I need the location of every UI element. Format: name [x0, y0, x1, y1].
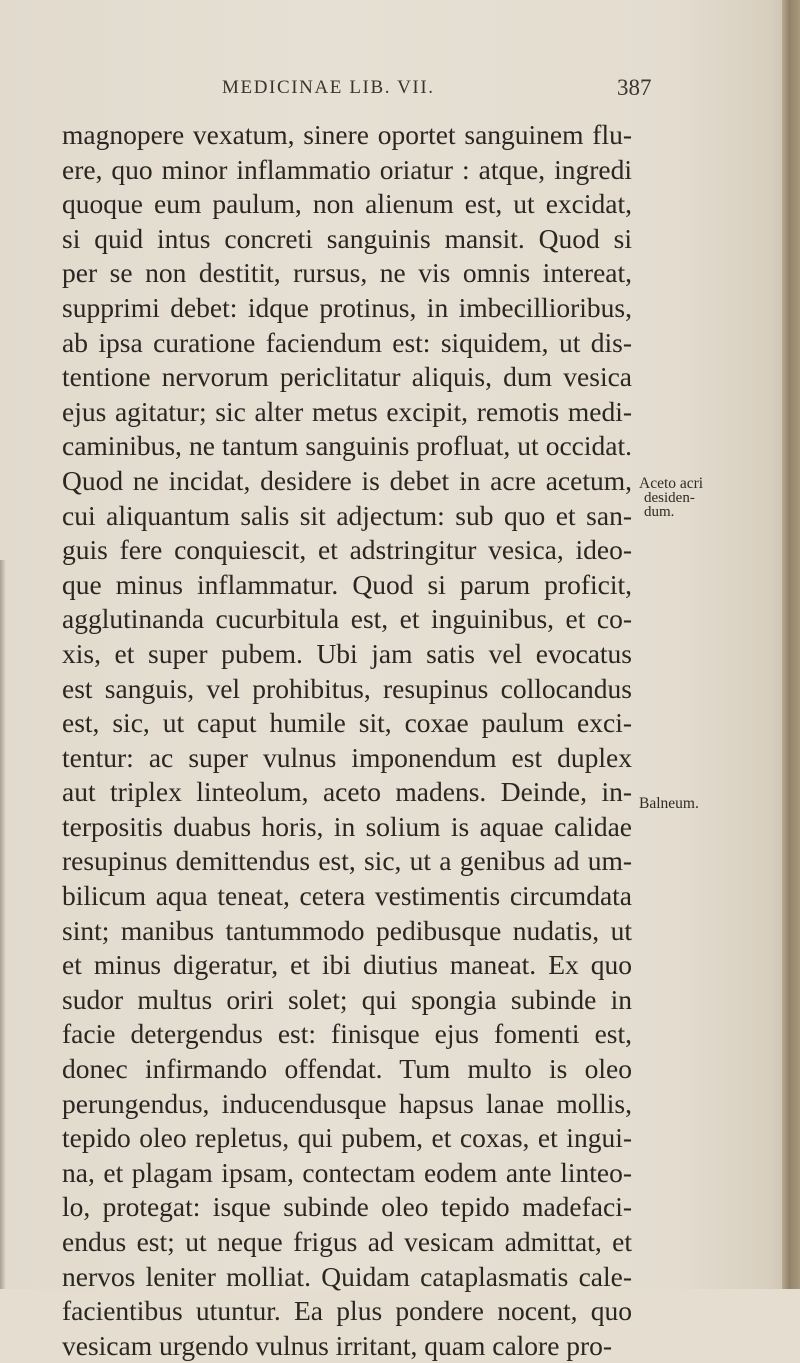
body-line: facie detergendus est: finisque ejus fomenti est, — [62, 1018, 632, 1050]
body-line: sudor multus oriri solet; qui spongia subinde in — [62, 983, 632, 1015]
body-line: magnopere vexatum, sinere oportet sanguinem flu- — [62, 119, 632, 150]
body-line: vesicam urgendo vulnus irritant, quam calore pro- — [62, 1329, 613, 1361]
body-line: facientibus utuntur. Ea plus pondere nocent, quo — [62, 1295, 632, 1327]
body-line: donec infirmando offendat. Tum multo is oleo — [62, 1053, 632, 1085]
body-line: tentur: ac super vulnus imponendum est duplex — [62, 741, 632, 773]
body-line: caminibus, ne tantum sanguinis profluat, ut occidat. — [62, 430, 632, 462]
running-title: MEDICINAE LIB. VII. — [222, 77, 435, 98]
body-line: est sanguis, vel prohibitus, resupinus collocandus — [62, 672, 632, 704]
body-line: tepido oleo repletus, qui pubem, et coxas, et ingui- — [62, 1122, 632, 1154]
body-line: cui aliquantum salis sit adjectum: sub quo et san- — [62, 499, 632, 531]
text-body — [62, 118, 632, 1363]
body-line: nervos leniter molliat. Quidam cataplasmatis cale- — [62, 1260, 632, 1292]
margin-note-balneum: Balneum. — [639, 795, 699, 812]
body-line: si quid intus concreti sanguinis mansit. Quod si — [62, 222, 632, 254]
page-number: 387 — [617, 75, 652, 100]
body-line: agglutinanda cucurbitula est, et inguinibus, et co- — [62, 603, 632, 635]
body-line: terpositis duabus horis, in solium is aquae calidae — [62, 810, 632, 842]
margin-note-aceto-dum: dum. — [644, 504, 675, 520]
body-line: ere, quo minor inflammatio oriatur : atque, ingredi — [62, 153, 632, 185]
body-line: resupinus demittendus est, sic, ut a genibus ad um- — [62, 845, 632, 877]
running-head — [0, 77, 800, 107]
body-line: tentione nervorum periclitatur aliquis, dum vesica — [62, 361, 632, 393]
page-gutter-edge — [782, 0, 800, 1289]
body-line: na, et plagam ipsam, contectam eodem ante linteo- — [62, 1156, 632, 1188]
margin-note-aceto: Aceto acri — [639, 475, 704, 492]
body-line: que minus inflammatur. Quod si parum proficit, — [62, 568, 632, 600]
body-line: ejus agitatur; sic alter metus excipit, remotis medi- — [62, 395, 632, 427]
body-line: quoque eum paulum, non alienum est, ut excidat, — [62, 188, 632, 220]
body-line: aut triplex linteolum, aceto madens. Deinde, in- — [62, 776, 632, 808]
body-line: est, sic, ut caput humile sit, coxae paulum exci- — [62, 707, 632, 739]
body-line: endus est; ut neque frigus ad vesicam admittat, et — [62, 1226, 632, 1257]
body-line: supprimi debet: idque protinus, in imbecillioribus, — [62, 291, 632, 323]
body-line: ab ipsa curatione faciendum est: siquidem, ut dis- — [62, 326, 632, 358]
page-left-shadow — [0, 560, 6, 1289]
body-line: bilicum aqua teneat, cetera vestimentis circumdata — [62, 880, 632, 912]
body-line: xis, et super pubem. Ubi jam satis vel evocatus — [62, 637, 632, 669]
body-line: et minus digeratur, et ibi diutius maneat. Ex quo — [62, 949, 632, 981]
body-line: guis fere conquiescit, et adstringitur vesica, ideo- — [62, 534, 632, 566]
body-line: per se non destitit, rursus, ne vis omnis intereat, — [62, 257, 632, 289]
body-line: Quod ne incidat, desidere is debet in acre acetum, — [62, 464, 632, 496]
body-line: perungendus, inducendusque hapsus lanae mollis, — [62, 1087, 632, 1119]
body-line: sint; manibus tantummodo pedibusque nudatis, ut — [62, 914, 632, 946]
margin-note-aceto-desiden: desiden- — [644, 490, 695, 506]
body-line: lo, protegat: isque subinde oleo tepido madefaci- — [62, 1191, 632, 1223]
